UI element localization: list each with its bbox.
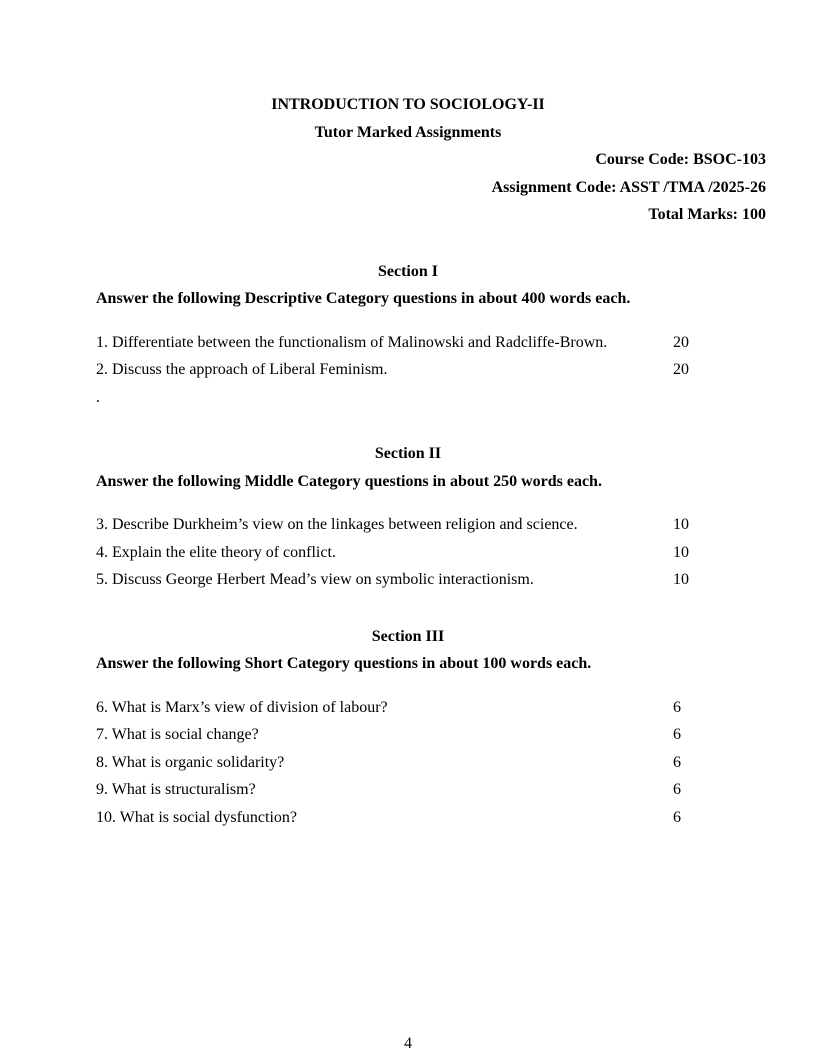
- question-row: [96, 776, 720, 804]
- question-marks: 6: [673, 753, 681, 771]
- section-3-heading: Section III: [371, 627, 445, 645]
- section-3-instruction: Answer the following Short Category questions in about 100 words each.: [96, 655, 592, 672]
- question-marks: 10: [673, 543, 689, 561]
- question-text: 4. Explain the elite theory of conflict.: [96, 543, 336, 561]
- document-title: INTRODUCTION TO SOCIOLOGY-II: [271, 96, 545, 113]
- question-marks: 20: [673, 333, 689, 351]
- question-row: [96, 804, 720, 832]
- question-text: 5. Discuss George Herbert Mead’s view on symbolic interactionism.: [96, 571, 534, 588]
- question-text: 10. What is social dysfunction?: [96, 808, 297, 826]
- question-row: [96, 539, 720, 567]
- question-text: 2. Discuss the approach of Liberal Feminism.: [96, 361, 388, 378]
- question-marks: 10: [673, 516, 689, 533]
- page-number: 4: [404, 1035, 412, 1052]
- section-2-instruction: Answer the following Middle Category questions in about 250 words each.: [96, 472, 602, 490]
- question-text: 1. Differentiate between the functionalism of Malinowski and Radcliffe-Brown.: [96, 333, 608, 351]
- question-marks: 6: [673, 781, 681, 798]
- question-text: 7. What is social change?: [96, 726, 259, 743]
- question-row: [96, 721, 720, 749]
- question-row: [96, 511, 720, 539]
- question-marks: 10: [673, 571, 689, 588]
- question-row: [96, 329, 720, 357]
- question-marks: 6: [673, 808, 681, 826]
- question-row: [96, 749, 720, 777]
- section-1-instruction: Answer the following Descriptive Category questions in about 400 words each.: [96, 290, 631, 307]
- section-1-heading: Section I: [378, 262, 438, 280]
- document-subtitle: Tutor Marked Assignments: [314, 123, 502, 141]
- question-row: [96, 694, 720, 722]
- assignment-code: Assignment Code: ASST /TMA /2025-26: [491, 178, 766, 196]
- question-marks: 6: [673, 726, 681, 743]
- question-row: [96, 566, 720, 594]
- course-code: Course Code: BSOC-103: [595, 151, 766, 168]
- question-marks: 6: [673, 698, 681, 716]
- section-2-heading: Section II: [374, 445, 442, 462]
- total-marks: Total Marks: 100: [648, 206, 766, 223]
- question-row: [96, 356, 720, 384]
- section-3: [96, 623, 766, 832]
- question-text: 8. What is organic solidarity?: [96, 753, 285, 771]
- section-3-questions: [96, 694, 720, 832]
- question-text: 6. What is Marx’s view of division of labour?: [96, 698, 388, 716]
- question-text: 3. Describe Durkheim’s view on the linkages between religion and science.: [96, 516, 578, 533]
- question-text: 9. What is structuralism?: [96, 781, 256, 798]
- section-1-questions: [96, 329, 720, 412]
- section-2: [96, 440, 766, 594]
- section-1: [96, 258, 766, 412]
- section-2-questions: [96, 511, 720, 594]
- stray-period: .: [96, 388, 100, 406]
- document-header: [96, 91, 766, 229]
- question-marks: 20: [673, 361, 689, 378]
